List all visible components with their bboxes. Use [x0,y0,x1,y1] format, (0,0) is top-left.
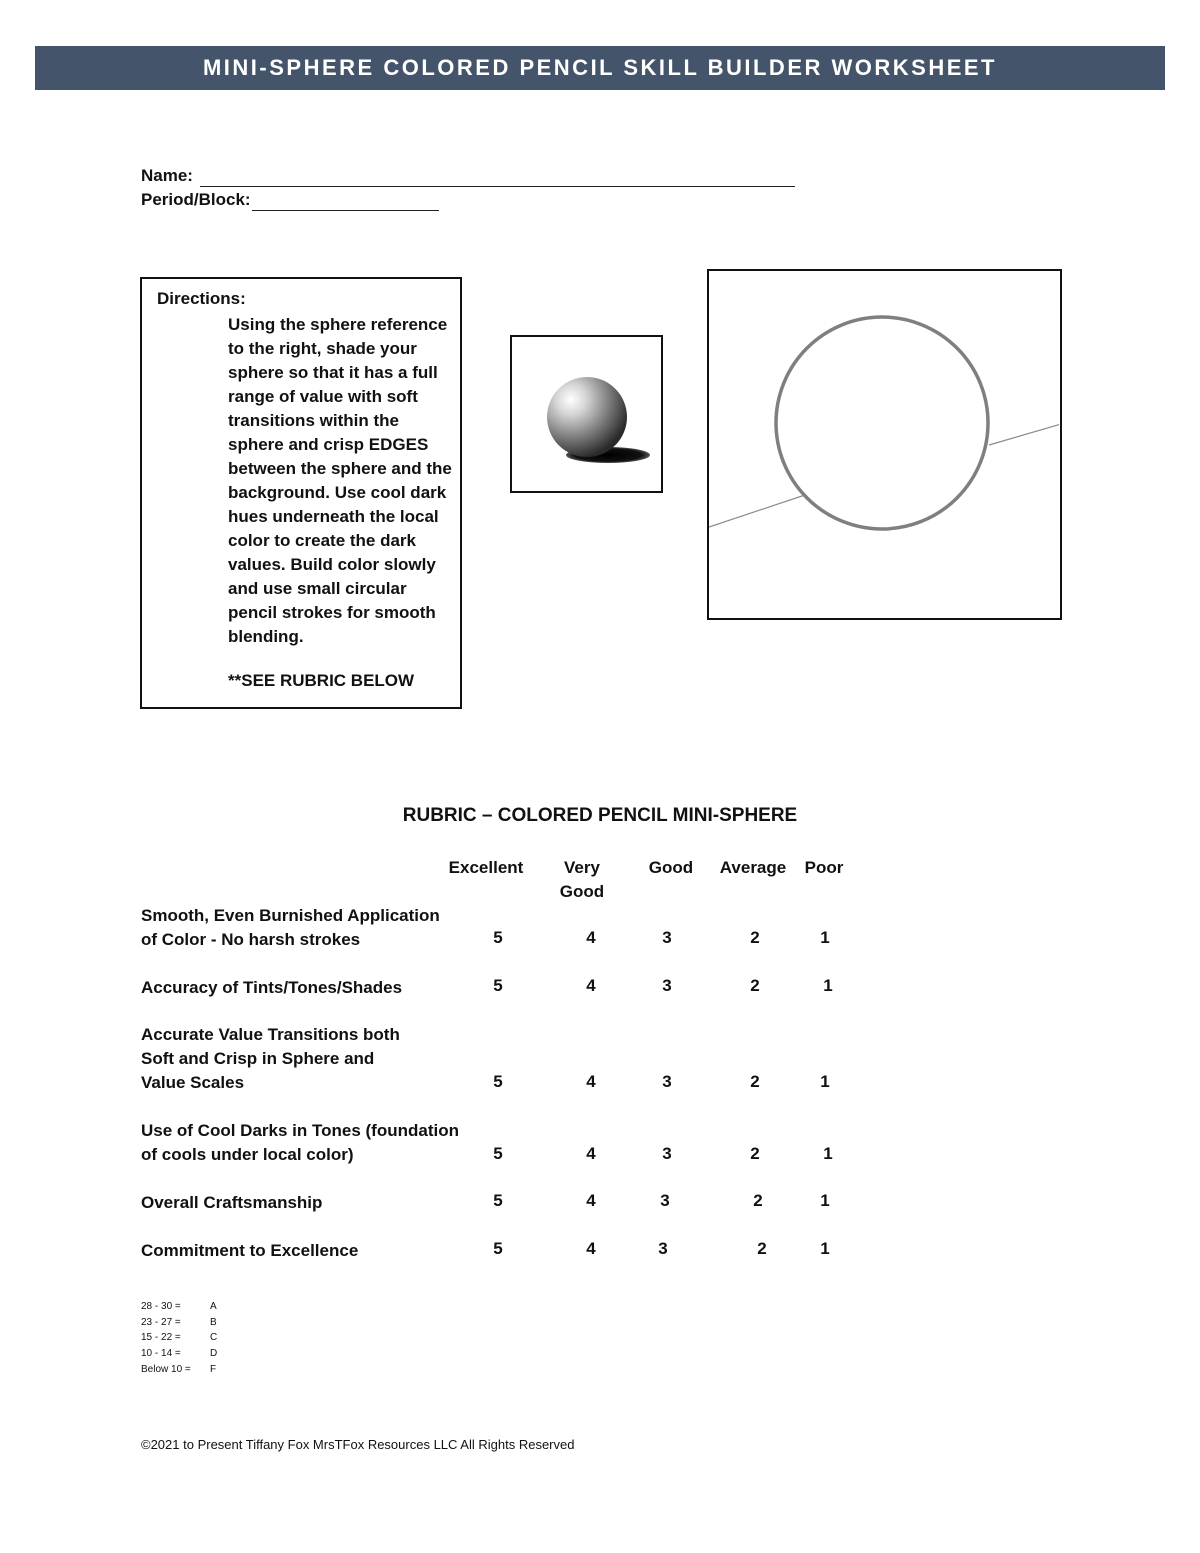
sphere-drawing-template [709,271,1059,617]
score-cell: 2 [750,1072,760,1091]
criterion-label: Overall Craftsmanship [141,1193,323,1212]
score-cell: 2 [753,1191,763,1210]
criterion-label: Commitment to Excellence [141,1241,359,1260]
header-very-good: Very Good [559,858,605,901]
score-cell: 4 [586,976,596,995]
score-cell: 3 [662,928,672,947]
grade-letter: B [210,1317,217,1328]
criterion-label: Accuracy of Tints/Tones/Shades [141,978,403,997]
grade-letter: C [210,1332,218,1343]
horizon-line-left [709,495,805,527]
directions-heading: Directions: [157,289,246,308]
directions-text: Using the sphere reference to the right, shade your sphere so that it has a full range of value with soft transitions within the sphere and crisp EDGES between the sphere and the background. Use cool dark hues underneath the local color to create the dark values. Build color slowly and use small circular pencil strokes for smooth blending. [228,315,452,646]
score-cell: 1 [820,928,830,947]
worksheet-title: MINI-SPHERE COLORED PENCIL SKILL BUILDER WORKSHEET [202,55,997,80]
drawing-area-box[interactable] [707,269,1062,620]
score-cell: 5 [493,928,503,947]
header-poor: Poor [804,858,844,877]
score-cell: 3 [662,1144,672,1163]
score-cell: 1 [820,1239,830,1258]
name-label: Name: [141,166,193,185]
grade-range: Below 10 = [141,1364,191,1375]
score-cell: 5 [493,1239,503,1258]
directions-box [140,277,462,709]
grade-range: 23 - 27 = [141,1317,181,1328]
shaded-sphere [547,377,627,457]
score-cell: 1 [820,1072,830,1091]
score-cell: 2 [750,928,760,947]
sphere-outline [776,317,988,529]
reference-sphere-image [512,337,660,490]
period-field[interactable] [252,210,439,211]
grade-letter: D [210,1348,218,1359]
rubric-title: RUBRIC – COLORED PENCIL MINI-SPHERE [402,805,798,826]
grade-letter: A [210,1301,217,1312]
criterion-label: Use of Cool Darks in Tones (foundation of cools under local color) [141,1121,459,1164]
score-cell: 3 [662,976,672,995]
score-cell: 3 [662,1072,672,1091]
worksheet-title-bar [35,46,1165,90]
grade-letter: F [210,1364,217,1375]
score-cell: 4 [586,1072,596,1091]
horizon-line-right [989,424,1059,445]
header-average: Average [719,858,787,877]
name-field[interactable] [200,186,795,187]
score-cell: 2 [757,1239,767,1258]
score-cell: 1 [820,1191,830,1210]
score-cell: 5 [493,976,503,995]
score-cell: 5 [493,1144,503,1163]
score-cell: 5 [493,1072,503,1091]
score-cell: 3 [660,1191,670,1210]
period-label: Period/Block: [141,190,251,209]
header-excellent: Excellent [448,858,524,877]
copyright-notice: ©2021 to Present Tiffany Fox MrsTFox Resources LLC All Rights Reserved [141,1437,575,1452]
reference-sphere-box [510,335,663,493]
score-cell: 3 [658,1239,668,1258]
score-cell: 4 [586,928,596,947]
score-cell: 1 [823,976,833,995]
score-cell: 1 [823,1144,833,1163]
grade-range: 10 - 14 = [141,1348,181,1359]
score-cell: 2 [750,1144,760,1163]
grade-range: 15 - 22 = [141,1332,181,1343]
grade-range: 28 - 30 = [141,1301,181,1312]
score-cell: 2 [750,976,760,995]
score-cell: 5 [493,1191,503,1210]
score-cell: 4 [586,1239,596,1258]
criterion-label: Accurate Value Transitions both Soft and Crisp in Sphere and Value Scales [141,1025,400,1092]
header-good: Good [648,858,694,877]
score-cell: 4 [586,1191,596,1210]
criterion-label: Smooth, Even Burnished Application of Color - No harsh strokes [141,906,440,949]
score-cell: 4 [586,1144,596,1163]
rubric-note: **SEE RUBRIC BELOW [228,671,415,690]
